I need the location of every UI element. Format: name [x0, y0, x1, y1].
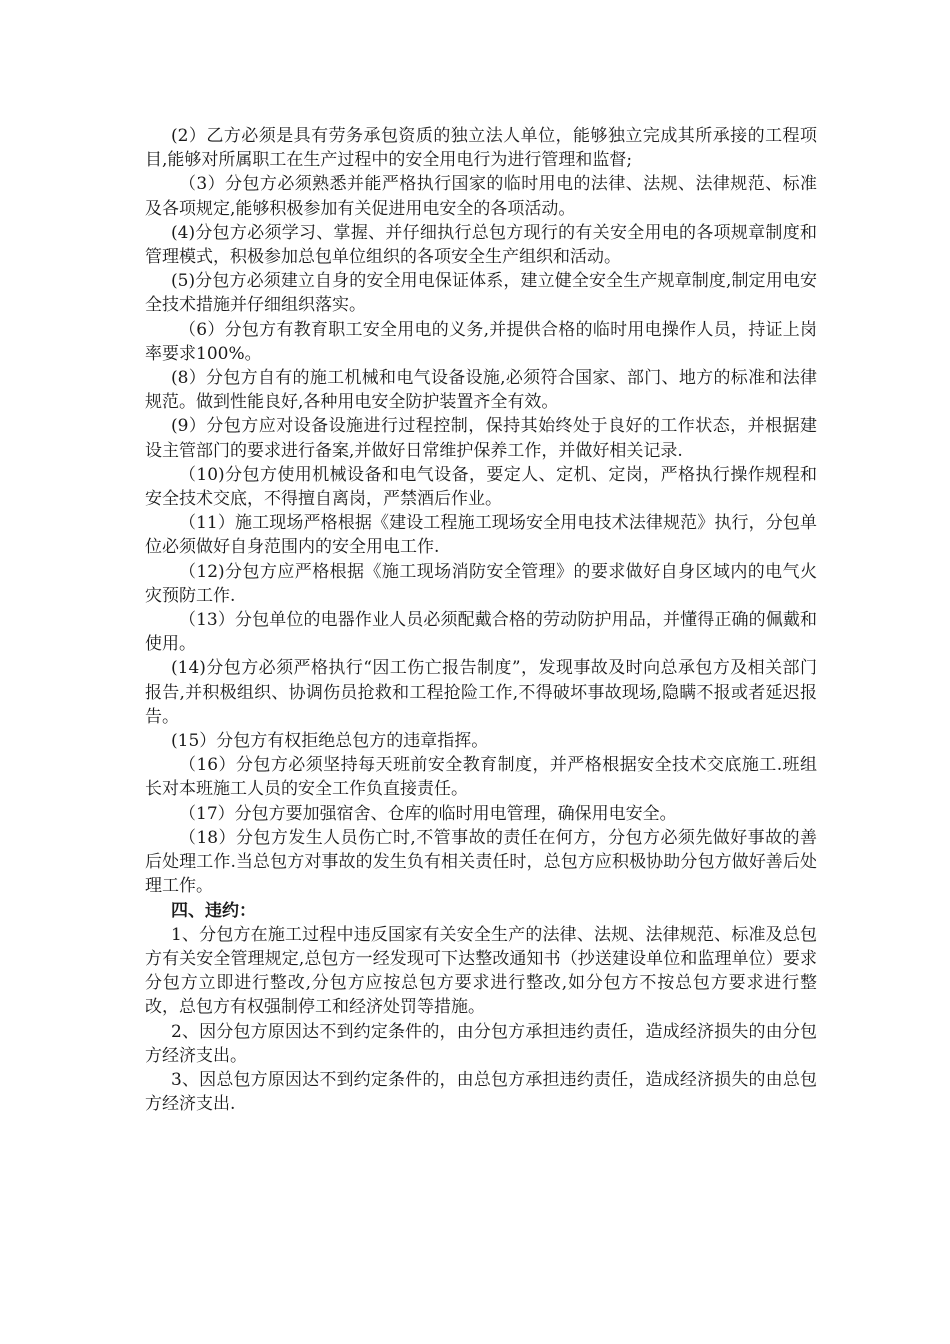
- clause-14: (14)分包方必须严格执行“因工伤亡报告制度”，发现事故及时向总承包方及相关部门报告,并积极组织、协调伤员抢救和工程抢险工作,不得破坏事故现场,隐瞒不报或者延迟报告。: [145, 658, 817, 727]
- document-body: [145, 124, 817, 1116]
- clause-5: (5)分包方必须建立自身的安全用电保证体系，建立健全安全生产规章制度,制定用电安全技术措施并仔细组织落实。: [145, 271, 817, 316]
- section-heading-breach: 四、违约：: [171, 900, 256, 921]
- breach-clause-1: 1、分包方在施工过程中违反国家有关安全生产的法律、法规、法律规范、标准及总包方有关安全管理规定,总包方一经发现可下达整改通知书（抄送建设单位和监理单位）要求分包方立即进行整改,分包方应按总包方要求进行整改,如分包方不按总包方要求进行整改，总包方有权强制停工和经济处罚等措施。: [145, 924, 817, 1018]
- clause-16: （16）分包方必须坚持每天班前安全教育制度，并严格根据安全技术交底施工.班组长对本班施工人员的安全工作负直接责任。: [145, 755, 817, 800]
- clause-17: （17）分包方要加强宿舍、仓库的临时用电管理，确保用电安全。: [179, 803, 677, 824]
- clause-10: （10)分包方使用机械设备和电气设备，要定人、定机、定岗，严格执行操作规程和安全技术交底，不得擅自离岗，严禁酒后作业。: [145, 464, 817, 510]
- clause-18: （18）分包方发生人员伤亡时,不管事故的责任在何方，分包方必须先做好事故的善后处理工作.当总包方对事故的发生负有相关责任时，总包方应积极协助分包方做好善后处理工作。: [145, 827, 817, 897]
- clause-8: (8）分包方自有的施工机械和电气设备设施,必须符合国家、部门、地方的标准和法律规范。做到性能良好,各种用电安全防护装置齐全有效。: [145, 368, 817, 413]
- clause-11: （11）施工现场严格根据《建设工程施工现场安全用电技术法律规范》执行，分包单位必须做好自身范围内的安全用电工作.: [145, 513, 817, 558]
- clause-9: (9）分包方应对设备设施进行过程控制，保持其始终处于良好的工作状态，并根据建设主管部门的要求进行备案,并做好日常维护保养工作，并做好相关记录.: [145, 416, 817, 461]
- clause-6: （6）分包方有教育职工安全用电的义务,并提供合格的临时用电操作人员，持证上岗率要求100%。: [145, 319, 817, 364]
- breach-clause-2: 2、因分包方原因达不到约定条件的，由分包方承担违约责任，造成经济损失的由分包方经济支出。: [145, 1021, 817, 1066]
- clause-4: (4)分包方必须学习、掌握、并仔细执行总包方现行的有关安全用电的各项规章制度和管理模式，积极参加总包单位组织的各项安全生产组织和活动。: [145, 222, 817, 268]
- clause-3: （3）分包方必须熟悉并能严格执行国家的临时用电的法律、法规、法律规范、标准及各项规定,能够积极参加有关促进用电安全的各项活动。: [145, 174, 817, 219]
- clause-12: （12)分包方应严格根据《施工现场消防安全管理》的要求做好自身区域内的电气火灾预防工作.: [145, 561, 817, 606]
- clause-2: (2）乙方必须是具有劳务承包资质的独立法人单位，能够独立完成其所承接的工程项目,能够对所属职工在生产过程中的安全用电行为进行管理和监督;: [145, 126, 817, 171]
- clause-13: （13）分包单位的电器作业人员必须配戴合格的劳动防护用品，并懂得正确的佩戴和使用。: [145, 610, 817, 655]
- breach-clause-3: 3、因总包方原因达不到约定条件的，由总包方承担违约责任，造成经济损失的由总包方经济支出.: [145, 1069, 817, 1115]
- clause-15: (15）分包方有权拒绝总包方的违章指挥。: [171, 731, 489, 752]
